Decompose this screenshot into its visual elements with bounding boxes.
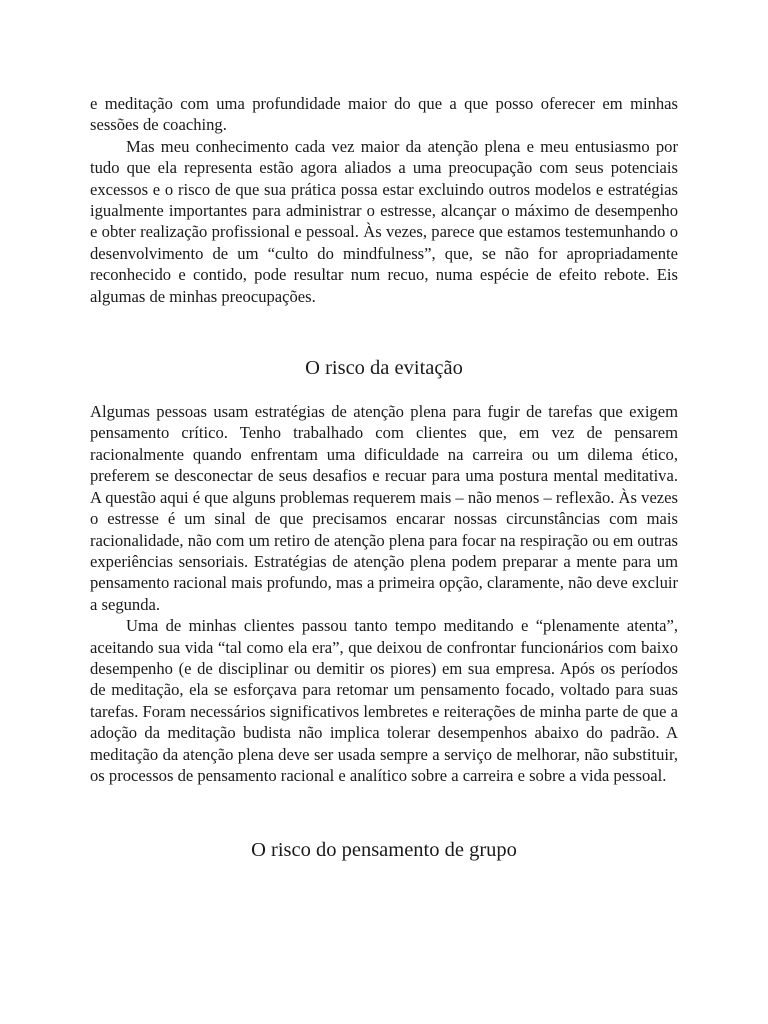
intro-continuation-paragraph: e meditação com uma profundidade maior do que a que posso oferecer em minhas sessões de coaching. <box>90 94 678 135</box>
evitacao-paragraph-1: Algumas pessoas usam estratégias de atenção plena para fugir de tarefas que exigem pensamento crítico. Tenho trabalhado com clientes que, em vez de pensarem racionalmente quando enfrentam uma dificuldade na carreira ou um dilema ético, preferem se desconectar de seus desafios e recuar para uma postura mental meditativa. A questão aqui é que alguns problemas requerem mais – não menos – reflexão. Às vezes o estresse é um sinal de que precisamos encarar nossas circunstâncias com mais racionalidade, não com um retiro de atenção plena para focar na respiração ou em outras experiências sensoriais. Estratégias de atenção plena podem preparar a mente para um pensamento racional mais profundo, mas a primeira opção, claramente, não deve excluir a segunda. <box>90 402 678 614</box>
evitacao-paragraph-2: Uma de minhas clientes passou tanto tempo meditando e “plenamente atenta”, aceitando sua vida “tal como ela era”, que deixou de confrontar funcionários com baixo desempenho (e de disciplinar ou demitir os piores) em sua empresa. Após os períodos de meditação, ela se esforçava para retomar um pensamento focado, voltado para suas tarefas. Foram necessários significativos lembretes e reiterações de minha parte de que a adoção da meditação budista não implica tolerar desempenhos abaixo do padrão. A meditação da atenção plena deve ser usada sempre a serviço de melhorar, não substituir, os processos de pensamento racional e analítico sobre a carreira e sobre a vida pessoal. <box>90 616 678 785</box>
section-heading-evitacao: O risco da evitação <box>305 357 463 380</box>
intro-concerns-paragraph: Mas meu conhecimento cada vez maior da atenção plena e meu entusiasmo por tudo que ela representa estão agora aliados a uma preocupação com seus potenciais excessos e o risco de que sua prática possa estar excluindo outros modelos e estratégias igualmente importantes para administrar o estresse, alcançar o máximo de desempenho e obter realização profissional e pessoal. Às vezes, parece que estamos testemunhando o desenvolvimento de um “culto do mindfulness”, que, se não for apropriadamente reconhecido e contido, pode resultar num recuo, numa espécie de efeito rebote. Eis algumas de minhas preocupações. <box>90 136 678 306</box>
document-page <box>90 93 678 863</box>
section-heading-pensamento-de-grupo: O risco do pensamento de grupo <box>251 839 517 862</box>
